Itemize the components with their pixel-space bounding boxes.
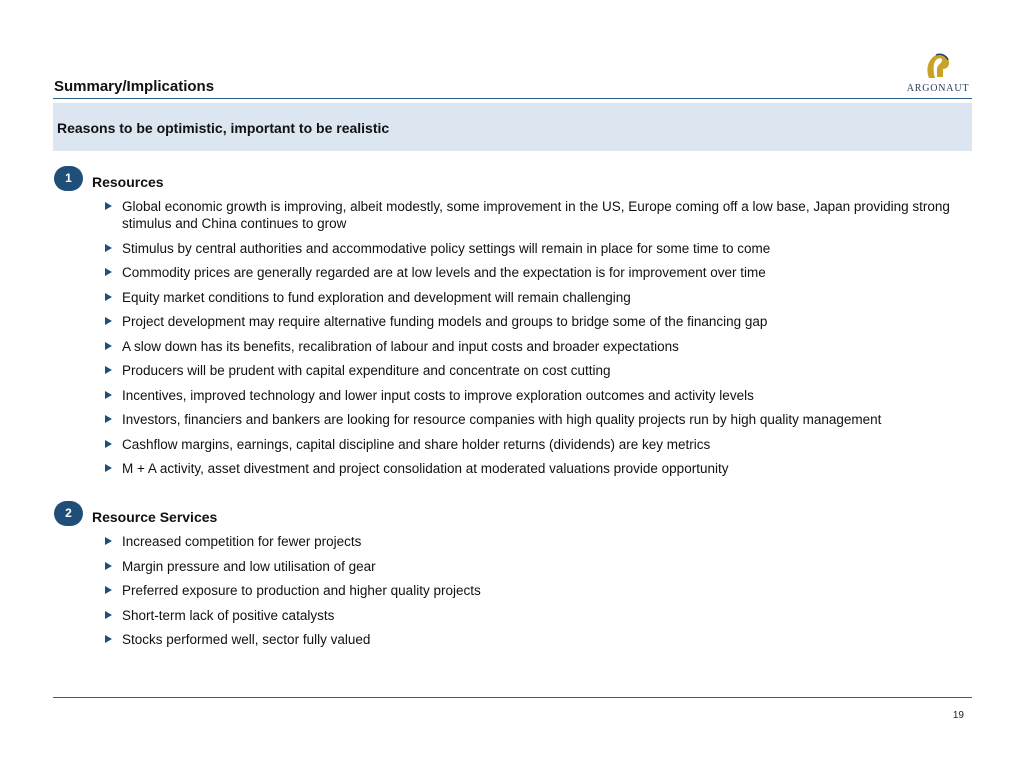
bullet-arrow-icon <box>105 635 112 643</box>
bullet-text: Project development may require alternative funding models and groups to bridge some of the financing gap <box>122 314 768 329</box>
bullet-text: Cashflow margins, earnings, capital discipline and share holder returns (dividends) are key metrics <box>122 436 711 452</box>
bullet-arrow-icon <box>105 244 112 252</box>
bullet-arrow-icon <box>105 268 112 276</box>
list-item <box>104 582 970 599</box>
list-item <box>104 387 970 404</box>
bullet-text: Investors, financiers and bankers are looking for resource companies with high quality projects run by high quality management <box>122 412 882 427</box>
bullet-arrow-icon <box>105 293 112 301</box>
title-rule <box>53 98 972 99</box>
subtitle-banner <box>53 103 972 151</box>
bullet-arrow-icon <box>105 464 112 472</box>
bullet-text: Stimulus by central authorities and accommodative policy settings will remain in place for some time to come <box>122 240 771 256</box>
bullet-arrow-icon <box>105 440 112 448</box>
banner-text: Reasons to be optimistic, important to be realistic <box>57 120 390 136</box>
bullet-arrow-icon <box>105 415 112 423</box>
bullet-text: Margin pressure and low utilisation of gear <box>122 558 376 574</box>
bullet-arrow-icon <box>105 391 112 399</box>
list-item <box>104 436 970 453</box>
bullet-text: Producers will be prudent with capital expenditure and concentrate on cost cutting <box>122 363 611 378</box>
list-item <box>104 411 970 428</box>
bullet-arrow-icon <box>105 537 112 545</box>
logo <box>900 52 976 94</box>
bullet-list <box>104 198 970 485</box>
section-title: Resource Services <box>92 509 218 525</box>
bullet-text: Equity market conditions to fund exploration and development will remain challenging <box>122 289 631 305</box>
list-item <box>104 533 970 550</box>
bullet-arrow-icon <box>105 562 112 570</box>
bullet-arrow-icon <box>105 202 112 210</box>
list-item <box>104 198 970 232</box>
bullet-text: Incentives, improved technology and lower input costs to improve exploration outcomes and activity levels <box>122 387 754 403</box>
bullet-arrow-icon <box>105 586 112 594</box>
list-item <box>104 313 970 330</box>
bullet-text: Preferred exposure to production and higher quality projects <box>122 583 481 598</box>
footer-rule <box>53 697 972 698</box>
bullet-arrow-icon <box>105 611 112 619</box>
bullet-text: Increased competition for fewer projects <box>122 534 362 549</box>
bullet-list <box>104 533 970 656</box>
list-item <box>104 460 970 477</box>
list-item <box>104 289 970 306</box>
page-number: 19 <box>952 710 964 721</box>
list-item <box>104 607 970 624</box>
list-item <box>104 558 970 575</box>
bullet-text: Global economic growth is improving, albeit modestly, some improvement in the US, Europe coming off a low base, Japan providing strong stimulus and China continues to grow <box>122 199 950 231</box>
list-item <box>104 240 970 257</box>
bullet-text: M + A activity, asset divestment and project consolidation at moderated valuations provide opportunity <box>122 461 729 476</box>
section-number-badge: 2 <box>54 501 83 526</box>
bullet-text: Short-term lack of positive catalysts <box>122 607 335 623</box>
bullet-text: Commodity prices are generally regarded are at low levels and the expectation is for improvement over time <box>122 265 766 280</box>
bullet-text: A slow down has its benefits, recalibration of labour and input costs and broader expectations <box>122 338 679 354</box>
spartan-helmet-icon <box>924 52 952 82</box>
bullet-arrow-icon <box>105 317 112 325</box>
page-title: Summary/Implications <box>54 78 215 95</box>
section-title: Resources <box>92 174 164 190</box>
list-item <box>104 631 970 648</box>
section-number-badge: 1 <box>54 166 83 191</box>
bullet-text: Stocks performed well, sector fully valued <box>122 632 371 647</box>
bullet-arrow-icon <box>105 366 112 374</box>
list-item <box>104 338 970 355</box>
list-item <box>104 362 970 379</box>
logo-text: ARGONAUT <box>906 83 970 94</box>
list-item <box>104 264 970 281</box>
bullet-arrow-icon <box>105 342 112 350</box>
